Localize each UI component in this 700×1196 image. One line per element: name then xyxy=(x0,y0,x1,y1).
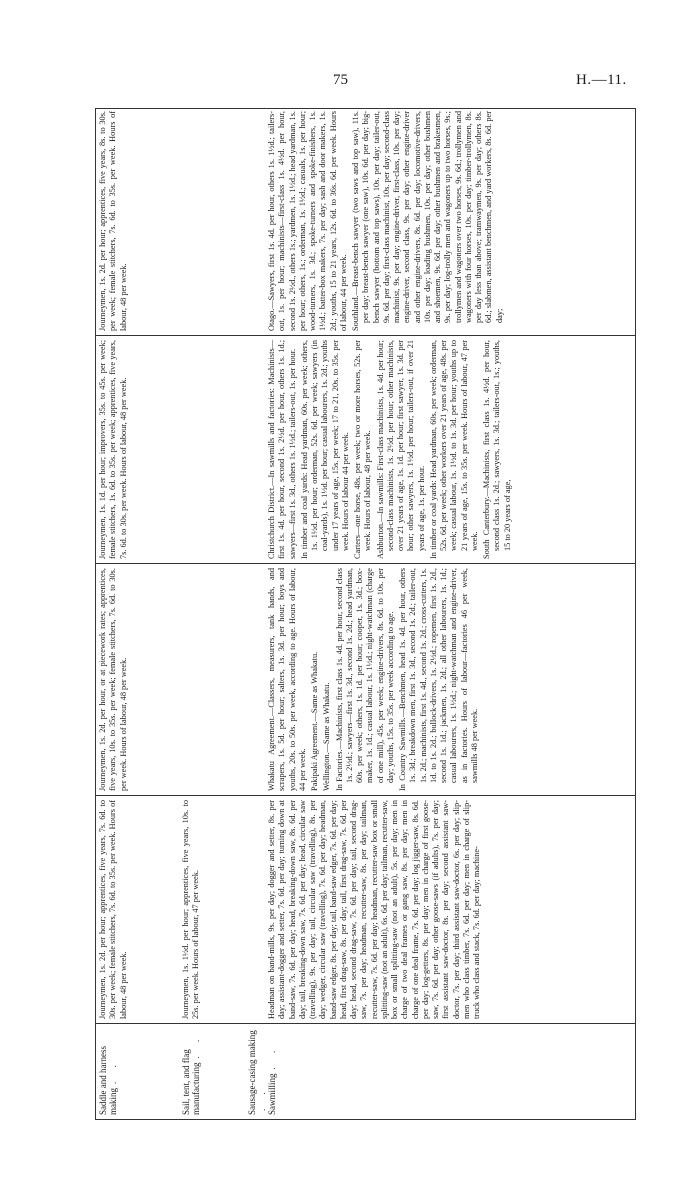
wage-paragraph: In timber or coal yards: Head yardman, 60s. per week; orderman, 52s. 6d. per week; other workers over 21 years of age, 48s. per week; casual labour, 1s. 1½d. to 1s. 3d. per hour; youths up to 21 years of age, 15s. to 35s. per week. Hours of labour, 47 per week. xyxy=(428,340,479,559)
district-cell xyxy=(179,336,245,564)
table-row xyxy=(95,108,180,1120)
district-cell xyxy=(245,796,265,1024)
district-cell xyxy=(96,564,180,796)
district-cell xyxy=(179,107,245,336)
trade-name: Sail, tent, and flag manufacturing xyxy=(181,1049,202,1115)
district-cell xyxy=(96,796,180,1024)
district-cell xyxy=(245,107,265,336)
district-cell xyxy=(245,336,265,564)
trade-name: Sawmilling xyxy=(267,1073,277,1115)
wage-paragraph: South Canterbury.—Machinists, first class 1s. 4½d. per hour, second class 1s. 2d.; sawyers, 1s. 3d.; tailers-out, 1s.; youths, 15 to 20 years of age, xyxy=(482,340,512,559)
wage-paragraph: Journeymen, 1s. 1d. per hour; improvers, 35s. to 45s. per week; female stitchers, 1s. 6d. to 35s. per week; apprentices, five years, 7s. 6d. to 30s. per week. Hours of labour, 48 per week. xyxy=(98,340,128,559)
leader-dots: . . xyxy=(108,1059,119,1084)
wage-paragraph: Journeymen, 1s. 1½d. per hour; apprentices, five years, 10s. to 25s. per week. Hours of labour, 47 per week. xyxy=(181,800,201,1019)
wage-paragraph: Ashburton.—In sawmills: First-class machinists, 1s. 4d. per hour; second-class machinists, 1s. 2½d. per hour; other machinists, over 21 years of age, 1s. 1d. per hour; first sawyer, 1s. 3d. per hour; other sawyers, 1s. 1½d. per hour; tailers-out, if over 21 years of age, 1s. per hour. xyxy=(375,340,426,559)
wage-paragraph: Pakipaki Agreement.—Same as Whakatu. xyxy=(310,651,319,791)
paper-id: H.—11. xyxy=(576,72,627,88)
trade-label xyxy=(265,1024,635,1119)
leader-dots: . . xyxy=(191,1033,202,1059)
table-row xyxy=(265,108,636,1120)
wage-paragraph: Journeymen, 1s. 2d. per hour; apprentices, five years, 7s. 6d. to 30s. per week; female stitchers, 7s. 6d. to 35s. per week. Hours of labour, 48 per week. xyxy=(98,800,128,1019)
wage-paragraph: Carters—one horse, 48s. per week; two or more horses, 52s. per week. Hours of labour, 48 per week. xyxy=(353,340,373,559)
district-cell xyxy=(265,336,635,564)
leader-dots: . . xyxy=(257,1086,268,1111)
wage-paragraph: Wellington.—Same as Whakatu. xyxy=(322,682,332,791)
wage-paragraph: In Country Sawmills.—Benchmen, head 1s. 4d. per hour, others 1s. 3d.; breakdown men, first 1s. 3d., second 1s. 2d.; tailer-out, 1s. 2d.; machinists, first 1s. 4d., second 1s. 2d.; cross-cutters, 1s. 1d. to 1s. 2d.; bullock-drivers, 1s. 2½d.; ropemen, first 1s. 2d., second 1s. 1d.; jackmen, 1s. 2d.; all other labourers, 1s. 1d.; casual labourers, 1s. 1½d.; night-watchman and engine-driver, as in factories. Hours of labour—factories 46 per week, sawmills 48 per week. xyxy=(398,568,479,791)
district-cell xyxy=(265,107,635,336)
wage-paragraph: Southland.—Breast-bench sawyer (two saws and top saw), 11s. per day; breast-bench sawyer (one saw), 10s. 6d. per day; big-bench sawyer (bottom and top saws), 10s. per day; tailer-out, 9s. 6d. per day; first-class machinist, 10s. per day; second-class machinist, 9s. per day; engine-driver, first-class, 10s. per day; engine-driver, second class, 9s. per day; other engine-driver and other engine-drivers, 8s. 6d. per day; locomotive-drivers, 10s. per day; loading bushmen, 10s. per day; other bushmen and shoemen, 9s. 6d. per day; other bushmen and brakesmen, 9s. per day; log-trolly men and wagoners up to two horses, 9s.; trollymen and wagoners over two horses, 9s. 6d.; trollymen and wagoners with four horses, 10s. per day; timber-trollymen, 8s. per day less than above; tramwaymen, 9s. per day; others 8s. 6d.; slabmen, assistant benchmen, and yard workers, 8s. 6d. per day; xyxy=(351,111,504,331)
wage-paragraph: Christchurch District.—In sawmills and factories: Machinists—first 1s. 4d. per hour, second 1s. 2½d. per hour, others 1s. 1d.; sawyers—first 1s. 3d., others 1s. 1½d.; tailers-out, 1s. per hour. xyxy=(267,340,297,559)
district-cell xyxy=(179,796,245,1024)
table-row xyxy=(245,108,268,1120)
page-header xyxy=(0,72,700,96)
wage-paragraph: In Factories.—Machinists, first class 1s. 4d. per hour, second class 1s. 2½d.; sawyers—first 1s. 3d., second 1s. 2d.; head yardman, 60s. per week; others, 1s. 1d. per hour; cooper, 1s. 3d.; box-maker, 1s. 1d.; casual labour, 1s. 1½d.; night-watchman (charge of one mill), 45s. per week; engine-drivers, 8s. 6d. to 10s. per day; youths, 15s. to 35s. per week according to age. xyxy=(334,568,395,791)
trade-label xyxy=(179,1024,245,1119)
district-cell xyxy=(179,564,245,796)
wage-rates-table xyxy=(95,108,635,1120)
wage-paragraph: In timber and coal yards: Head yardman, 60s. per week; others, 1s. 1½d. per hour; orderman, 52s. 6d. per week; sawyers (in coal-yards), 1s. 1½d. per hour; casual labourers, 1s. 2d.; youths under 17 years of age, 15s. per week; 17 to 21, 20s. to 35s. per week. Hours of labour 44 per week. xyxy=(299,340,350,559)
wage-paragraph: Journeymen, 1s. 2d. per hour; apprentices, five years, 8s. to 30s. per week; female stitchers, 7s. 6d. to 35s. per week. Hours of labour, 48 per week. xyxy=(98,111,128,331)
trade-label xyxy=(245,1024,268,1119)
wage-paragraph: Journeymen, 1s. 2d. per hour, or at piecework rates; apprentices, five years, 10s. to 35s. per week; female stitchers, 7s. 6d. to 30s. per week. Hours of labour, 48 per week. xyxy=(98,568,128,791)
district-cell xyxy=(265,796,635,1024)
trade-name: Sausage-casing making xyxy=(247,1030,257,1115)
district-cell xyxy=(245,564,265,796)
trade-name: Saddle and harness making xyxy=(98,1046,119,1115)
district-cell xyxy=(265,564,635,796)
table-row xyxy=(179,108,245,1120)
wage-paragraph: Whakatu Agreement.—Classers, measurers, tank hands, and scrapers, 1s. 5d. per hour; salters, 1s. 3d. per hour; boys and youths, 20s. to 50s. per week, according to age. Hours of labour, 44 per week. xyxy=(267,568,307,791)
leader-dots: . . xyxy=(267,1044,277,1070)
trade-label xyxy=(96,1024,180,1119)
district-cell xyxy=(96,107,180,336)
district-cell xyxy=(96,336,180,564)
wage-paragraph: Headman on band-mills, 9s. per day; dogger and setter, 8s. per day; assistant-dogger and setter, 7s. 6d. per day; turning down at band-saw, 7s. 6d. per day; head, breaking-down saw, 8s. 6d. per day; tail, breaking-down saw, 7s. 6d. per day; head, circular saw (travelling), 9s. per day; tail, circular saw (travelling), 8s. per day; wedger, circular saw (travelling), 7s. 6d. per day; headman, band-saw edger, 8s. per day; tail, band-saw edger, 7s. 6d. per day; head, first drag-saw, 8s. per day; tail, first drag-saw, 7s. 6d. per day; head, second drag-saw, 7s. 6d. per day; tail, second drag-saw, 7s. per day; headman, recutter-saw, 8s. per day; tailman, recutter-saw, 7s. 6d. per day; headman, recutter-saw box or small splitting-saw (not an adult), 6s. 6d. per day; tailman, recutter-saw, box or small splitting-saw (not an adult), 5s. per day; men in charge of two deal frames or gang saw, 8s. per day; men in charge of one deal frame, 7s. 6d. per day; log jigger-saw, 8s. 6d. per day; log-getters, 8s. per day; men in charge of first goose-saw, 7s. 6d. per day; other goose-saws (if adults), 7s. per day; first assistant saw-doctor, 8s. per day; second assistant saw-doctor, 7s. per day; third assistant saw-doctor, 6s. per day; slip-men who class timber, 7s. 6d. per day; men in charge of slip-truck who class and stack, 7s. 6d. per day; machine- xyxy=(267,800,481,1019)
page-number: 75 xyxy=(333,72,348,88)
wage-paragraph: Otago.—Sawyers, first 1s. 4d. per hour, others 1s. 1½d.; tailers-out, 1s. per hour; machinists—first-class 1s. 4½d. per hour, second 1s. 2½d., others 1s.; yardmen, 1s. 1½d.; head yardman, 1s. per hour; others, 1s.; orderman, 1s. 1½d.; casuals, 1s. per hour; wood-turners, 1s. 3d.; spoke-turners and spoke-finishers, 1s. 1½d.; batter-box makers, 7s. per day; sash and door makers, 1s. 2d.; youths, 15 to 21 years, 12s. 6d. to 36s. 6d. per week. Hours of labour, 44 per week. xyxy=(267,111,348,331)
